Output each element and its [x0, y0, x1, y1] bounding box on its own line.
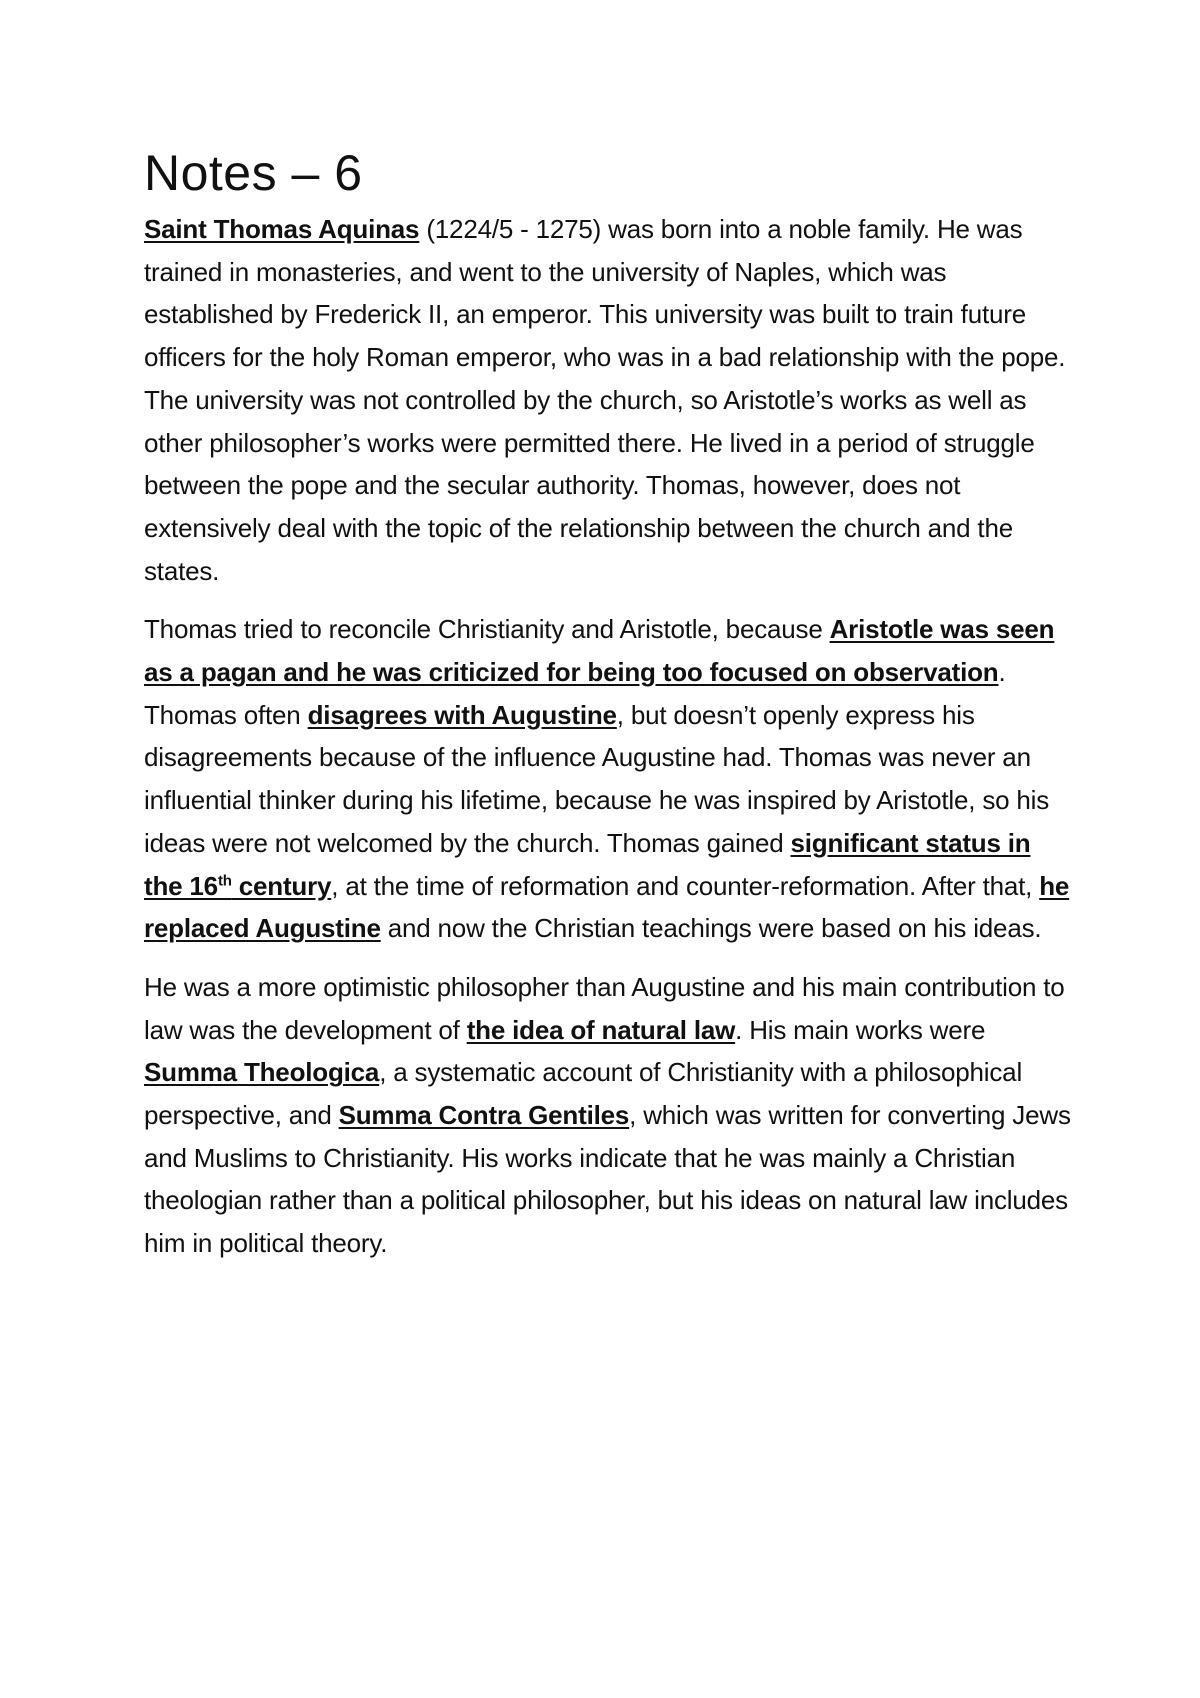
paragraph-3-text-d: , which was written for converting Jews and Muslims to Christianity. His works indicate that he was mainly a Christian theologian rather than a political philosopher, but his ideas on natural law includes him in political theory. [144, 1100, 1071, 1259]
document-body [144, 138, 1074, 1281]
emphasis-significant-status-text: significant status in the 16 [144, 827, 1031, 901]
paragraph-1-text: (1224/5 - 1275) was born into a noble family. He was trained in monasteries, and went to the university of Naples, which was established by Frederick II, an emperor. This university was built to train future officers for the holy Roman emperor, who was in a bad relationship with the pope. The university was not controlled by the church, so Aristotle’s works as well as other philosopher’s works were permitted there. He lived in a period of struggle between the pope and the secular authority. Thomas, however, does not extensively deal with the topic of the relationship between the church and the states. [144, 214, 1066, 586]
paragraph-3-text-a: He was a more optimistic philosopher than Augustine and his main contribution to law was the development of [144, 971, 1065, 1045]
paragraph-3-text-b: . His main works were [735, 1014, 986, 1045]
emphasis-summa-theologica: Summa Theologica [144, 1057, 380, 1088]
emphasis-summa-contra-gentiles: Summa Contra Gentiles [338, 1100, 630, 1131]
emphasis-disagrees-augustine: disagrees with Augustine [307, 699, 617, 730]
superscript-th: th [217, 871, 232, 889]
emphasis-natural-law: the idea of natural law [466, 1014, 736, 1045]
paragraph-2-text-e: and now the Christian teachings were based on his ideas. [380, 913, 1042, 944]
emphasis-century-text: century [231, 870, 332, 901]
paragraph-2-text-b: . Thomas often [144, 657, 1006, 730]
emphasis-replaced-augustine: he replaced Augustine [144, 870, 1070, 944]
paragraph-1 [144, 208, 1074, 592]
paragraph-3-text-c: , a systematic account of Christianity with a philosophical perspective, and [144, 1057, 1023, 1131]
paragraph-2-text-a: Thomas tried to reconcile Christianity and Aristotle, because [144, 614, 830, 645]
paragraph-2-text-d: , at the time of reformation and counter-reformation. After that, [331, 870, 1040, 901]
emphasis-aristotle-pagan: Aristotle was seen as a pagan and he was criticized for being too focused on observation [144, 614, 1055, 688]
page-title: Notes – 6 [144, 145, 363, 201]
paragraph-2 [144, 608, 1074, 950]
emphasis-saint-thomas-aquinas: Saint Thomas Aquinas [144, 214, 420, 244]
paragraph-3 [144, 966, 1074, 1265]
paragraph-2-text-c: , but doesn’t openly express his disagreements because of the influence Augustine had. Thomas was never an influential thinker during his lifetime, because he was inspired by Aristotle, so his ideas were not welcomed by the church. Thomas gained [144, 699, 1050, 858]
